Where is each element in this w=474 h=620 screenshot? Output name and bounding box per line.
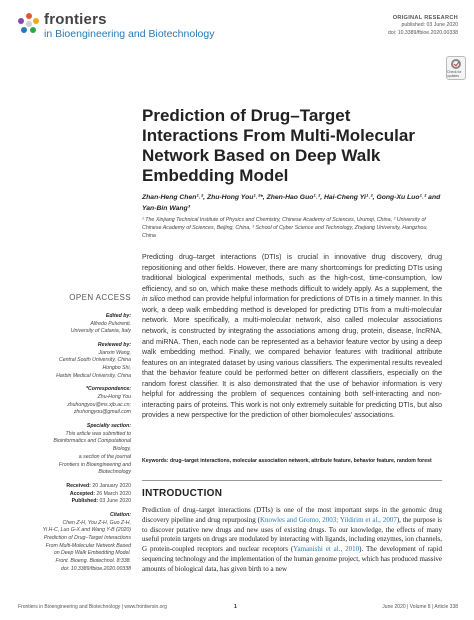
footer-issue: June 2020 | Volume 8 | Article 338 bbox=[382, 604, 458, 610]
specialty-line: Bioinformatics and Computational bbox=[53, 438, 131, 445]
citation-link[interactable]: Knowles and Gromo, 2003; Yildirim et al., 2007 bbox=[259, 515, 397, 524]
citation-doi[interactable]: doi: 10.3389/fbioe.2020.00338 bbox=[60, 565, 131, 572]
check-for-updates-button[interactable] bbox=[446, 56, 466, 80]
footer-journal[interactable]: Frontiers in Bioengineering and Biotechnology | www.frontiersin.org bbox=[18, 604, 167, 610]
citation-heading: Citation: bbox=[109, 511, 131, 518]
introduction-paragraph: Prediction of drug–target interactions (DTIs) is one of the most important steps in the genomic drug discovery pipeline and drug repurposing (Knowles and Gromo, 2003; Yildirim et al., 2007), the purpose is to discover putative new drugs and new uses of existing drugs. To our knowledge, the effects of many useful protein targets on drugs are modulated by interacting with ligands, including enzymes, ion channels, G protein-coupled receptors and nuclear receptors (Yamanishi et al., 2010). The development of rapid sequencing technology and the implementation of the human genome project, which has produced massive amounts of biological data, has given birth to a new bbox=[142, 506, 442, 573]
frontiers-logo[interactable] bbox=[18, 12, 214, 40]
affiliations: ¹ The Xinjiang Technical Institute of Physics and Chemistry, Chinese Academy of Sciences, Urumqi, China, ² University of Chinese Academy of Sciences, Beijing, China, ³ School of Cyber Science and Technology, Zhejiang University, Hangzhou, China bbox=[142, 217, 428, 239]
specialty-line: Biology, bbox=[112, 446, 131, 453]
accepted-date: Accepted: 26 March 2020 bbox=[69, 490, 131, 497]
check-for-updates-icon bbox=[451, 59, 461, 69]
edited-by-heading: Edited by: bbox=[105, 312, 131, 319]
abstract: Predicting drug–target interactions (DTIs) is crucial in innovative drug discovery, drug repositioning and other fields. However, there are many shortcomings for predicting DTIs using traditional biological experimental methods, such as the high-cost, time-consumption, low efficiency, and so on, which make these methods difficult to widely apply. As a supplement, the in silico method can provide helpful information for predictions of DTIs in a timely manner. In this work, a deep walk embedding method is developed for predicting DTIs from a multi-molecular network. More specifically, a multi-molecular network, also called molecular associations network, is constructed by integrating the associations among drug, protein, disease, lncRNA, and miRNA. Then, each node can be represented as a behavior feature vector by using a deep walk embedding method. Finally, we compared behavior features with traditional attribute features on an integrated dataset by using various classifiers. The experimental results revealed that the behavior feature could be performed better on different classifiers, especially on the random forest classifier. It is also demonstrated that the use of behavior information is very helpful for addressing the problem of sequences containing both self-interacting and non-interacting pairs of proteins. This work is not only extremely suitable for predicting DTIs, but also provides a new perspective for the prediction of other biomolecules' associations. bbox=[142, 254, 442, 420]
journal-header bbox=[18, 12, 458, 48]
received-date: Received: 20 January 2020 bbox=[66, 482, 131, 489]
citation-line: Chen Z-H, You Z-H, Guo Z-H, bbox=[62, 519, 131, 526]
specialty-line: a section of the journal bbox=[78, 453, 131, 460]
correspondence-name: Zhu-Hong You bbox=[97, 394, 131, 401]
specialty-line: Frontiers in Bioengineering and bbox=[58, 461, 131, 468]
reviewer-affiliation: Central South University, China bbox=[59, 357, 131, 364]
citation-line: Front. Bioeng. Biotechnol. 8:338. bbox=[55, 558, 131, 565]
journal-name: in Bioengineering and Biotechnology bbox=[44, 28, 215, 40]
citation-line: Prediction of Drug–Target Interactions bbox=[43, 535, 131, 542]
correspondence-email[interactable]: zhuhongyou@gmail.com bbox=[73, 409, 131, 416]
editor-affiliation: University of Catania, Italy bbox=[70, 328, 131, 335]
reviewer-affiliation: Harbin Medical University, China bbox=[56, 372, 131, 379]
citation-line: From Multi-Molecular Network Based bbox=[45, 542, 131, 549]
reviewed-by-heading: Reviewed by: bbox=[97, 341, 131, 348]
published-date: published: 03 June 2020 bbox=[401, 22, 458, 29]
article-title: Prediction of Drug–Target Interactions From Multi-Molecular Network Based on Deep Walk Embedding Model bbox=[142, 106, 415, 185]
correspondence-heading: *Correspondence: bbox=[86, 386, 131, 393]
keywords: Keywords: drug–target interactions, molecular association network, attribute feature, behavior feature, random forest bbox=[142, 458, 432, 464]
brand-name: frontiers bbox=[44, 11, 107, 28]
check-for-updates-label: Check for updates bbox=[447, 69, 462, 78]
article-type: ORIGINAL RESEARCH bbox=[392, 15, 458, 21]
author-list[interactable]: Zhan-Heng Chen¹˒², Zhu-Hong You¹˒²*, Zhen-Hao Guo¹˒², Hai-Cheng Yi¹˒², Gong-Xu Luo¹˒² and Yan-Bin Wang³ bbox=[142, 194, 441, 212]
abstract-emphasis: in silico bbox=[142, 296, 166, 304]
citation-link[interactable]: Yamanishi et al., 2010 bbox=[293, 545, 360, 554]
frontiers-logo-icon bbox=[18, 13, 40, 35]
article-sidebar bbox=[20, 292, 131, 573]
doi[interactable]: doi: 10.3389/fbioe.2020.00338 bbox=[387, 29, 458, 36]
specialty-line: This article was submitted to bbox=[65, 430, 131, 437]
citation-line: on Deep Walk Embedding Model. bbox=[53, 550, 131, 557]
introduction-heading: INTRODUCTION bbox=[142, 488, 223, 499]
specialty-heading: Specialty section: bbox=[86, 423, 131, 430]
reviewer-name: Hongbo Shi, bbox=[102, 364, 131, 371]
dates-block bbox=[20, 483, 131, 506]
article-meta bbox=[388, 14, 458, 37]
correspondence-email[interactable]: zhuhongyou@ms.xjb.ac.cn; bbox=[67, 401, 131, 408]
citation-line: Yi H-C, Luo G-X and Wang Y-B (2020) bbox=[42, 527, 131, 534]
specialty-line: Biotechnology bbox=[98, 469, 131, 476]
editor-name: Alfredo Pulvirenti, bbox=[90, 320, 131, 327]
open-access-label: OPEN ACCESS bbox=[69, 293, 131, 302]
reviewer-name: Jianxin Wang, bbox=[98, 349, 131, 356]
page-number: 1 bbox=[234, 604, 237, 610]
published-date-sidebar: Published: 03 June 2020 bbox=[71, 498, 131, 505]
section-divider bbox=[142, 480, 442, 481]
